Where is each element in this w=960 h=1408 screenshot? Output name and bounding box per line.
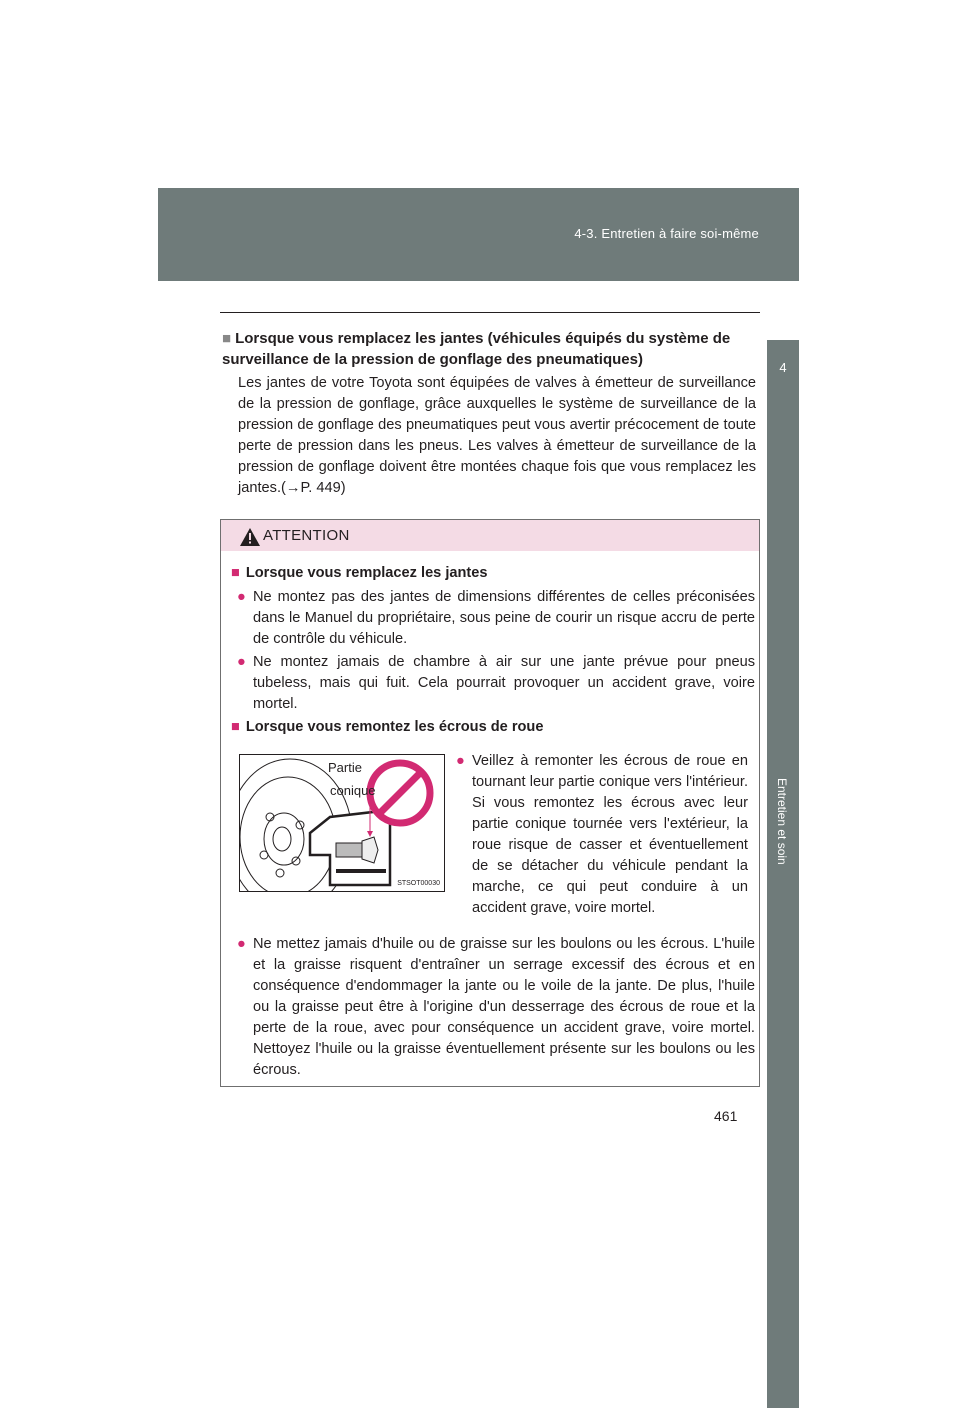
dot-bullet-icon: ● (456, 753, 465, 769)
warning-bullet-2 (237, 652, 755, 715)
warning-heading-1 (231, 565, 488, 581)
section-title (222, 328, 758, 370)
chapter-number: 4 (779, 360, 787, 375)
dot-bullet-icon: ● (237, 936, 246, 952)
header-band (158, 188, 799, 281)
warning-triangle-icon (240, 528, 260, 546)
warning-bullet-3-text: Veillez à remonter les écrous de roue en tournant leur partie conique vers l'intérieur. Si vous remontez les écrous avec leur partie conique tournée vers l'extérieur, la roue risque de casser et éventuellement de se détacher du véhicule pendant la marche, ce qui peut conduire à un accident grave, voire mortel. (472, 753, 748, 916)
warning-bullet-3 (456, 751, 748, 919)
figure-code: STSOT00030 (397, 880, 440, 887)
section-body: Les jantes de votre Toyota sont équipées de valves à émetteur de surveillance de la pression de gonflage, grâce auxquelles le système de surveillance de la pression de gonflage des pneumatiques peut vous avertir précocement de toute perte de pression dans les pneus. Les valves à émetteur de surveillance de la pression de gonflage doivent être montées chaque fois que vous remplacez les jantes.(→P. 449) (238, 375, 756, 496)
section-title-text: Lorsque vous remplacez les jantes (véhicules équipés du système de surveillance de la pression de gonflage des pneumatiques) (222, 330, 731, 368)
chapter-label-tab (767, 398, 799, 1408)
dot-bullet-icon: ● (237, 589, 246, 605)
dot-bullet-icon: ● (237, 654, 246, 670)
warning-heading-2 (231, 719, 543, 735)
wheel-nut-illustration (240, 755, 444, 891)
warning-bullet-1-text: Ne montez pas des jantes de dimensions différentes de celles préconisées dans le Manuel du propriétaire, sous peine de courir un risque accru de perte de contrôle du véhicule. (253, 589, 755, 647)
warning-heading-2-text: Lorsque vous remontez les écrous de roue (245, 719, 544, 735)
section-header: 4-3. Entretien à faire soi-même (574, 226, 759, 241)
wheel-nut-figure (239, 754, 445, 892)
square-bullet-icon: ■ (222, 330, 232, 347)
warning-box (220, 519, 760, 1087)
warning-bullet-4 (237, 934, 755, 1081)
tapered-part-label-2: conique (330, 783, 376, 798)
top-rule (220, 312, 760, 313)
square-bullet-icon: ■ (231, 565, 240, 581)
tapered-part-label: Partie (328, 760, 362, 775)
page-number: 461 (714, 1108, 738, 1124)
warning-bullet-4-text: Ne mettez jamais d'huile ou de graisse sur les boulons ou les écrous. L'huile et la graisse risquent d'entraîner un serrage excessif des écrous et en conséquence d'endommager la jante ou le voile de la jante. De plus, l'huile ou la graisse peut être à l'origine d'un desserrage des écrous de roue et la perte de la roue, avec pour conséquence un accident grave, voire mortel. Nettoyez l'huile ou la graisse éventuellement présente sur les boulons ou les écrous. (253, 936, 755, 1078)
warning-title: ATTENTION (263, 527, 350, 544)
warning-bullet-1 (237, 587, 755, 650)
warning-heading-1-text: Lorsque vous remplacez les jantes (245, 565, 488, 581)
chapter-label: Entretien et soin (775, 778, 789, 865)
square-bullet-icon: ■ (231, 719, 240, 735)
warning-header (221, 520, 759, 551)
warning-bullet-2-text: Ne montez jamais de chambre à air sur une jante prévue pour pneus tubeless, mais qui fuit. Cela pourrait provoquer un accident grave, voire mortel. (253, 654, 755, 712)
